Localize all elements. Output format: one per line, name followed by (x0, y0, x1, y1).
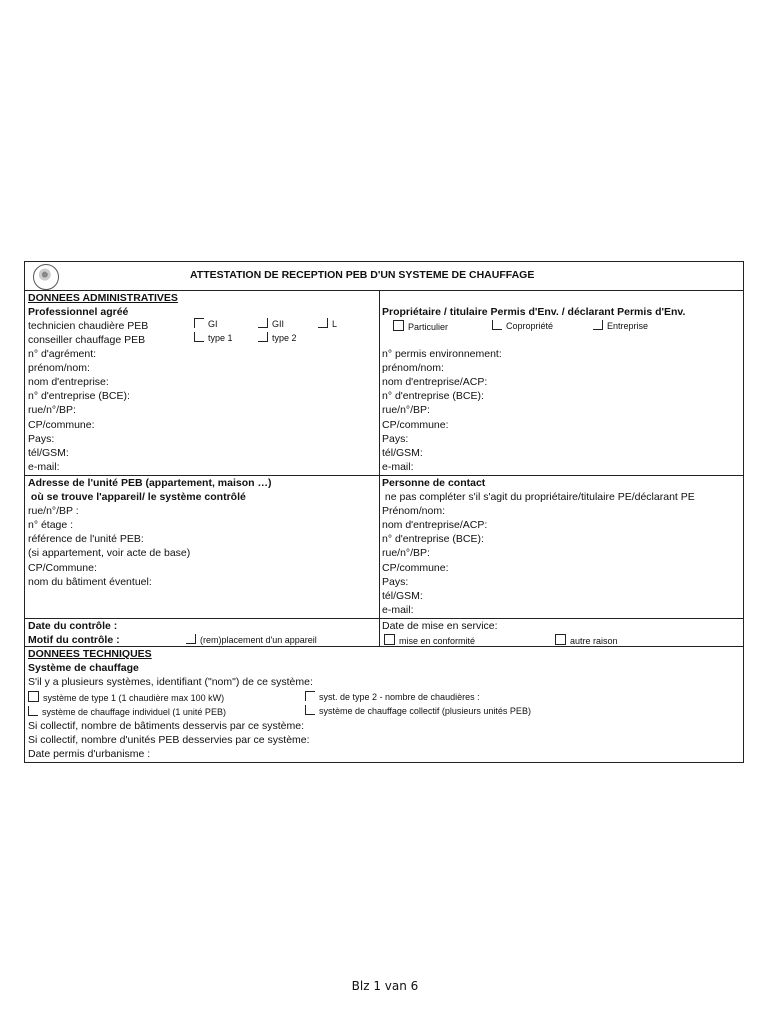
unit-heading-2: où se trouve l'appareil/ le système contrôlé (28, 491, 246, 503)
contact-field-4: CP/commune: (382, 562, 449, 574)
collectif-checkbox[interactable] (305, 705, 315, 715)
cons-label: conseiller chauffage PEB (28, 334, 146, 346)
particulier-option[interactable]: Particulier (393, 320, 448, 334)
row-divider-2 (24, 618, 743, 619)
contact-field-5: Pays: (382, 576, 409, 588)
conformite-checkbox[interactable] (384, 634, 395, 645)
gi-checkbox[interactable] (194, 318, 204, 328)
type2-option[interactable]: type 2 (258, 332, 297, 345)
system-heading: Système de chauffage (28, 662, 139, 674)
right-field-0: n° permis environnement: (382, 348, 502, 360)
unit-field-1: n° étage : (28, 519, 74, 531)
right-field-5: CP/commune: (382, 419, 449, 431)
contact-field-3: rue/n°/BP: (382, 547, 430, 559)
tech-heading: DONNEES TECHNIQUES (28, 648, 152, 660)
right-field-8: e-mail: (382, 461, 414, 473)
contact-field-1: nom d'entreprise/ACP: (382, 519, 488, 531)
multiple-systems: S'il y a plusieurs systèmes, identifiant ("nom") de ce système: (28, 676, 313, 688)
type2-system-checkbox[interactable] (305, 691, 315, 701)
conformite-option[interactable]: mise en conformité (384, 634, 475, 648)
left-field-8: e-mail: (28, 461, 60, 473)
type1-system-option[interactable]: système de type 1 (1 chaudière max 100 kW) (28, 691, 224, 705)
type2-checkbox[interactable] (258, 332, 268, 342)
individuel-checkbox[interactable] (28, 706, 38, 716)
left-field-4: rue/n°/BP: (28, 404, 76, 416)
left-field-7: tél/GSM: (28, 447, 69, 459)
gii-option[interactable]: GII (258, 318, 284, 331)
page-footer: Blz 1 van 6 (351, 979, 419, 993)
contact-note: ne pas compléter s'il s'agit du propriétaire/titulaire PE/déclarant PE (382, 491, 695, 503)
tech-label: technicien chaudière PEB (28, 320, 149, 332)
contact-field-6: tél/GSM: (382, 590, 423, 602)
unit-field-0: rue/n°/BP : (28, 505, 79, 517)
left-field-5: CP/commune: (28, 419, 95, 431)
type2-system-option[interactable]: syst. de type 2 - nombre de chaudières : (305, 691, 480, 704)
unit-field-4: CP/Commune: (28, 562, 97, 574)
copropriete-checkbox[interactable] (492, 320, 502, 330)
particulier-checkbox[interactable] (393, 320, 404, 331)
contact-field-2: n° d'entreprise (BCE): (382, 533, 484, 545)
right-field-7: tél/GSM: (382, 447, 423, 459)
unit-field-2: référence de l'unité PEB: (28, 533, 144, 545)
right-field-3: n° d'entreprise (BCE): (382, 390, 484, 402)
left-field-0: n° d'agrément: (28, 348, 97, 360)
control-motif-label: Motif du contrôle : (28, 634, 120, 646)
remplacement-checkbox[interactable] (186, 634, 196, 644)
collectif-option[interactable]: système de chauffage collectif (plusieurs unités PEB) (305, 705, 531, 718)
individuel-option[interactable]: système de chauffage individuel (1 unité PEB) (28, 706, 226, 719)
row-divider-1 (24, 475, 743, 476)
right-field-1: prénom/nom: (382, 362, 444, 374)
nb-unites: Si collectif, nombre d'unités PEB desservies par ce système: (28, 734, 310, 746)
left-field-6: Pays: (28, 433, 55, 445)
right-field-2: nom d'entreprise/ACP: (382, 376, 488, 388)
form-title: ATTESTATION DE RECEPTION PEB D'UN SYSTEME DE CHAUFFAGE (190, 269, 535, 281)
owner-heading: Propriétaire / titulaire Permis d'Env. / déclarant Permis d'Env. (382, 306, 686, 318)
pro-heading: Professionnel agréé (28, 306, 129, 318)
logo-icon (33, 264, 59, 290)
left-field-2: nom d'entreprise: (28, 376, 109, 388)
contact-field-0: Prénom/nom: (382, 505, 446, 517)
column-divider (379, 290, 380, 646)
unit-field-3: (si appartement, voir acte de base) (28, 547, 191, 559)
gii-checkbox[interactable] (258, 318, 268, 328)
contact-field-7: e-mail: (382, 604, 414, 616)
autre-option[interactable]: autre raison (555, 634, 618, 648)
type1-option[interactable]: type 1 (194, 332, 233, 345)
gi-option[interactable]: GI (194, 318, 218, 331)
type1-system-checkbox[interactable] (28, 691, 39, 702)
unit-field-5: nom du bâtiment éventuel: (28, 576, 152, 588)
entreprise-checkbox[interactable] (593, 320, 603, 330)
left-field-3: n° d'entreprise (BCE): (28, 390, 130, 402)
l-option[interactable]: L (318, 318, 337, 331)
left-field-1: prénom/nom: (28, 362, 90, 374)
admin-heading: DONNEES ADMINISTRATIVES (28, 292, 178, 304)
unit-heading-1: Adresse de l'unité PEB (appartement, maison …) (28, 477, 272, 489)
type1-checkbox[interactable] (194, 332, 204, 342)
title-divider (24, 290, 743, 291)
right-field-4: rue/n°/BP: (382, 404, 430, 416)
copropriete-option[interactable]: Copropriété (492, 320, 553, 333)
permis-urbanisme: Date permis d'urbanisme : (28, 748, 151, 760)
right-field-6: Pays: (382, 433, 409, 445)
remplacement-option[interactable]: (rem)placement d'un appareil (186, 634, 317, 647)
autre-checkbox[interactable] (555, 634, 566, 645)
contact-heading: Personne de contact (382, 477, 486, 489)
service-date-label: Date de mise en service: (382, 620, 498, 632)
entreprise-option[interactable]: Entreprise (593, 320, 648, 333)
nb-batiments: Si collectif, nombre de bâtiments desservis par ce système: (28, 720, 305, 732)
l-checkbox[interactable] (318, 318, 328, 328)
control-date-label: Date du contrôle : (28, 620, 118, 632)
